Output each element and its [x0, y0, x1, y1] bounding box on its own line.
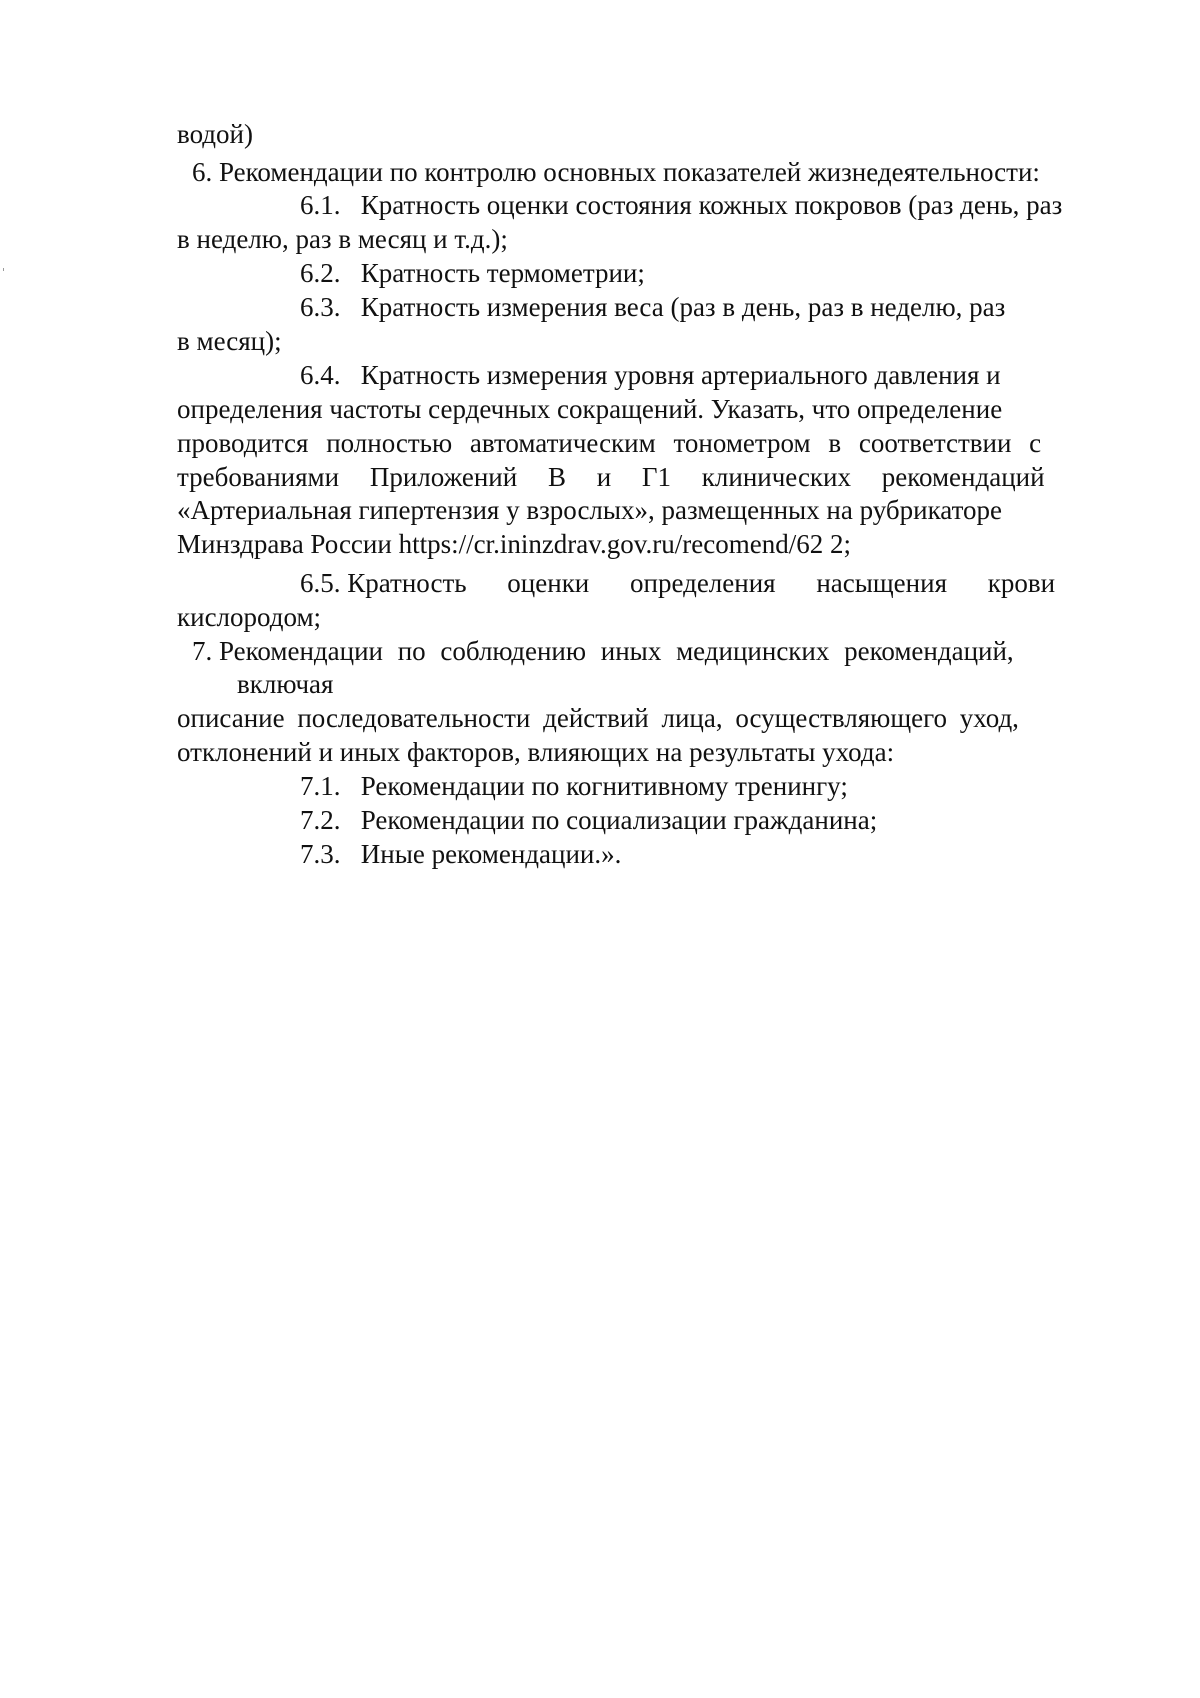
text-line: водой): [177, 119, 253, 149]
item-6-3: [300, 291, 1005, 323]
item-6-5-continuation: [177, 601, 321, 633]
item-text: в неделю, раз в месяц и т.д.);: [177, 224, 508, 254]
section-text: описание последовательности действий лица, осуществляющего уход,: [177, 703, 1019, 733]
item-text: «Артериальная гипертензия у взрослых», размещенных на рубрикаторе: [177, 495, 1003, 525]
item-text: проводится полностью автоматическим тонометром в соответствии с: [177, 428, 1042, 458]
item-6-5: [300, 567, 1055, 599]
section-number: 7.: [192, 636, 213, 666]
item-number: 7.1.: [300, 771, 341, 801]
item-6-4-line-4: [177, 461, 1045, 493]
item-number: 6.4.: [300, 360, 341, 390]
item-6-4: [300, 359, 1001, 391]
section-title: Рекомендации по контролю основных показателей жизнедеятельности:: [219, 157, 1040, 187]
item-7-2: [300, 804, 877, 836]
item-6-3-continuation: [177, 325, 282, 357]
item-6-2: [300, 257, 645, 289]
text-line-vodoi: [177, 118, 253, 150]
item-text: Кратность оценки состояния кожных покровов (раз день, раз: [360, 190, 1063, 220]
item-text: Кратность измерения веса (раз в день, раз в неделю, раз: [360, 292, 1006, 322]
item-text: в месяц);: [177, 326, 282, 356]
item-text: требованиями Приложений В и Г1 клинических рекомендаций: [177, 462, 1045, 492]
item-text: Кратность измерения уровня артериального давления и: [360, 360, 1001, 390]
item-text: Минздрава России https://cr.ininzdrav.gov.ru/recomend/62 2;: [177, 529, 851, 559]
item-text: определения частоты сердечных сокращений. Указать, что определение: [177, 394, 1003, 424]
item-number: 6.5.: [300, 568, 341, 598]
section-text: отклонений и иных факторов, влияющих на результаты ухода:: [177, 737, 895, 767]
item-text: кислородом;: [177, 602, 322, 632]
item-6-1-continuation: [177, 223, 508, 255]
item-text: Рекомендации по когнитивному тренингу;: [360, 771, 848, 801]
section-7-line-3: [177, 702, 1019, 734]
section-7-heading: [192, 635, 1014, 667]
scan-speck: [3, 268, 4, 271]
item-6-4-line-2: [177, 393, 1107, 425]
item-text: Кратность термометрии;: [360, 258, 645, 288]
item-7-3: [300, 838, 621, 870]
item-number: 7.3.: [300, 839, 341, 869]
item-6-1: [300, 189, 1062, 221]
item-6-4-line-5: [177, 494, 1002, 526]
item-text: Рекомендации по социализации гражданина;: [360, 805, 878, 835]
item-text: Кратность оценки определения насыщения крови: [347, 568, 1056, 598]
item-6-4-line-6: [177, 528, 851, 560]
item-number: 6.2.: [300, 258, 341, 288]
item-number: 7.2.: [300, 805, 341, 835]
item-number: 6.3.: [300, 292, 341, 322]
item-number: 6.1.: [300, 190, 341, 220]
section-7-line-4: [177, 736, 894, 768]
section-title: включая: [237, 669, 334, 699]
section-6-heading: [192, 156, 1040, 188]
item-6-4-line-3: [177, 427, 1041, 459]
section-7-line-2: [237, 668, 333, 700]
item-text: Иные рекомендации.».: [360, 839, 622, 869]
item-7-1: [300, 770, 848, 802]
section-title: Рекомендации по соблюдению иных медицинских рекомендаций,: [219, 636, 1014, 666]
section-number: 6.: [192, 157, 213, 187]
